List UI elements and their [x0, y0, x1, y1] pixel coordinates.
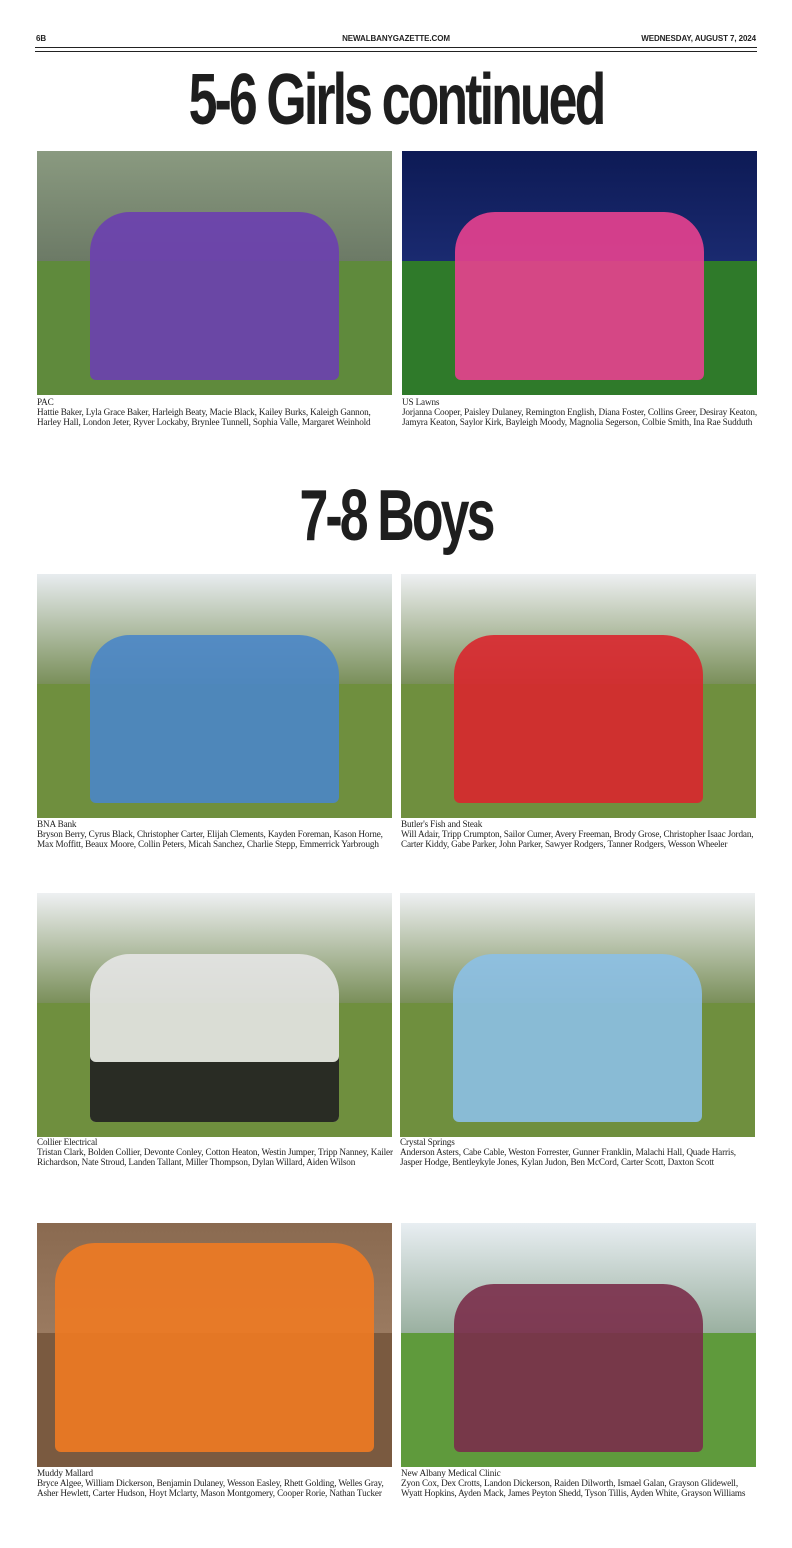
team-name: Butler's Fish and Steak: [401, 819, 483, 829]
team-photo-us-lawns: [402, 151, 757, 395]
team-name: New Albany Medical Clinic: [401, 1468, 501, 1478]
photo-caption: [400, 1137, 756, 1167]
photo-caption: [37, 397, 393, 427]
photo-caption: [401, 1468, 757, 1498]
team-photo-muddy-mallard: [37, 1223, 392, 1467]
section-title: 5-6 Girls continued: [188, 60, 604, 140]
player-list: Anderson Asters, Cabe Cable, Weston Forrester, Gunner Franklin, Malachi Hall, Quade Harris, Jasper Hodge, Bentleykyle Jones, Kylan Judon, Ben McCord, Carter Scott, Daxton Scott: [400, 1147, 736, 1167]
photo-caption: [37, 819, 393, 849]
team-name: Collier Electrical: [37, 1137, 98, 1147]
player-list: Hattie Baker, Lyla Grace Baker, Harleigh Beaty, Macie Black, Kailey Burks, Kaleigh Gannon, Harley Hall, London Jeter, Ryver Lockaby, Brynlee Tunnell, Sophia Valle, Margaret Weinhold: [37, 407, 371, 427]
header-rule: [35, 51, 757, 52]
team-name: US Lawns: [402, 397, 440, 407]
team-photo-pac: [37, 151, 392, 395]
player-list: Bryson Berry, Cyrus Black, Christopher Carter, Elijah Clements, Kayden Foreman, Kason Horne, Max Moffitt, Beaux Moore, Collin Peters, Micah Sanchez, Charlie Stepp, Emmerrick Yarbrough: [37, 829, 383, 849]
issue-date: WEDNESDAY, AUGUST 7, 2024: [641, 34, 756, 43]
header-rule: [35, 47, 757, 48]
photo-caption: [402, 397, 758, 427]
player-list: Jorjanna Cooper, Paisley Dulaney, Remington English, Diana Foster, Collins Greer, Desiray Keaton, Jamyra Keaton, Saylor Kirk, Bayleigh Moody, Magnolia Segerson, Colbie Smith, Ina Rae Sudduth: [402, 407, 758, 427]
team-photo-bna-bank: [37, 574, 392, 818]
site-name: NEWALBANYGAZETTE.COM: [342, 34, 450, 43]
section-title: 7-8 Boys: [299, 476, 493, 556]
player-list: Bryce Algee, William Dickerson, Benjamin Dulaney, Wesson Easley, Rhett Golding, Welles Gray, Asher Hewlett, Carter Hudson, Hoyt Mclarty, Mason Montgomery, Cooper Rorie, Nathan Tucker: [37, 1478, 384, 1498]
team-name: Crystal Springs: [400, 1137, 455, 1147]
player-list: Will Adair, Tripp Crumpton, Sailor Cumer, Avery Freeman, Brody Grose, Christopher Isaac Jordan, Carter Kiddy, Gabe Parker, John Parker, Sawyer Rodgers, Tanner Rodgers, Wesson Wheeler: [401, 829, 754, 849]
team-name: Muddy Mallard: [37, 1468, 93, 1478]
team-photo-nac: [401, 1223, 756, 1467]
photo-caption: [401, 819, 757, 849]
team-photo-collier: [37, 893, 392, 1137]
team-name: PAC: [37, 397, 54, 407]
player-list: Zyon Cox, Dex Crotts, Landon Dickerson, Raiden Dilworth, Ismael Galan, Grayson Glidewell, Wyatt Hopkins, Ayden Mack, James Peyton Shedd, Tyson Tillis, Ayden White, Grayson Williams: [401, 1478, 746, 1498]
team-photo-butlers: [401, 574, 756, 818]
photo-caption: [37, 1137, 393, 1167]
team-name: BNA Bank: [37, 819, 77, 829]
page-number: 6B: [36, 34, 47, 43]
photo-caption: [37, 1468, 393, 1498]
player-list: Tristan Clark, Bolden Collier, Devonte Conley, Cotton Heaton, Westin Jumper, Tripp Nanney, Kailer Richardson, Nate Stroud, Landen Tallant, Miller Thompson, Dylan Willard, Aiden Wilson: [37, 1147, 393, 1167]
team-photo-crystal-springs: [400, 893, 755, 1137]
